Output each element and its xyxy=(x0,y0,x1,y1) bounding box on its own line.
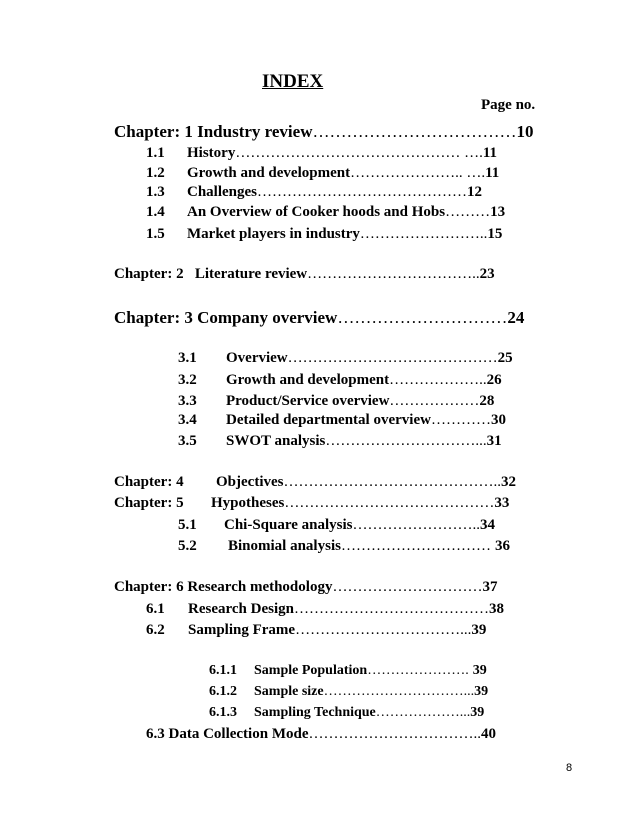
toc-page-number: 33 xyxy=(494,495,510,511)
toc-leader-dots: ………………... xyxy=(375,705,471,720)
toc-page-number: 24 xyxy=(507,308,525,327)
toc-label: Hypotheses xyxy=(211,495,285,511)
toc-label: Chi-Square analysis xyxy=(224,517,353,533)
toc-section-5-1 xyxy=(178,518,495,533)
toc-section-number: 6.1 xyxy=(146,601,165,617)
toc-leader-dots: ……………….. xyxy=(389,372,487,388)
toc-chapter-5 xyxy=(114,496,509,511)
toc-section-1-3 xyxy=(146,185,482,200)
toc-section-3-5 xyxy=(178,434,502,449)
toc-label: 6.3 Data Collection Mode xyxy=(146,726,309,742)
toc-label: Challenges xyxy=(187,184,258,200)
toc-page-number: 38 xyxy=(488,601,504,617)
toc-label: Market players in industry xyxy=(187,226,360,242)
toc-page-number: 25 xyxy=(497,350,513,366)
toc-label: Research Design xyxy=(188,601,294,617)
toc-page-number: 39 xyxy=(472,663,487,678)
toc-section-number: 6.2 xyxy=(146,622,165,638)
toc-leader-dots: …………………….. xyxy=(352,517,481,533)
toc-section-number: 1.5 xyxy=(146,226,165,242)
toc-leader-dots: ………………………… xyxy=(332,579,483,595)
toc-subsection-6-1-2 xyxy=(209,685,488,699)
toc-section-number: 3.3 xyxy=(178,393,197,409)
toc-chapter-label: Chapter: 4 xyxy=(114,474,184,490)
toc-label: An Overview of Cooker hoods and Hobs xyxy=(187,204,446,220)
page-footer-number: 8 xyxy=(566,762,573,774)
toc-leader-dots: ……………………………………… …. xyxy=(235,145,483,161)
toc-page-number: 32 xyxy=(500,474,516,490)
toc-label: Chapter: 3 Company overview xyxy=(114,308,338,327)
toc-section-number: 1.3 xyxy=(146,184,165,200)
toc-leader-dots: …………………………………… xyxy=(284,495,495,511)
toc-section-number: 3.1 xyxy=(178,350,197,366)
toc-chapter-1 xyxy=(114,123,533,140)
toc-page-number: 39 xyxy=(474,684,489,699)
toc-subsection-6-1-1 xyxy=(209,664,487,678)
toc-section-number: 6.1.2 xyxy=(209,684,237,699)
toc-page-number: 37 xyxy=(482,579,498,595)
toc-label: Sampling Frame xyxy=(188,622,296,638)
toc-section-3-1 xyxy=(178,351,513,366)
toc-label: SWOT analysis xyxy=(226,433,326,449)
toc-label: Sample size xyxy=(254,684,324,699)
toc-page-number: 34 xyxy=(480,517,496,533)
toc-label: Chapter: 1 Industry review xyxy=(114,122,313,141)
toc-label: Sample Population xyxy=(254,663,368,678)
toc-page-number: 11 xyxy=(482,145,498,161)
toc-page-number: 10 xyxy=(516,122,534,141)
toc-label: Binomial analysis xyxy=(228,538,341,554)
toc-section-3-2 xyxy=(178,373,502,388)
toc-section-6-2 xyxy=(146,623,486,638)
toc-section-6-1 xyxy=(146,602,504,617)
toc-label: Product/Service overview xyxy=(226,393,390,409)
toc-section-3-3 xyxy=(178,394,494,409)
toc-chapter-label: Chapter: 5 xyxy=(114,495,184,511)
toc-section-number: 3.4 xyxy=(178,412,197,428)
toc-section-6-3 xyxy=(146,727,496,742)
toc-label: Overview xyxy=(226,350,288,366)
page-no-header: Page no. xyxy=(481,97,536,113)
toc-section-number: 1.1 xyxy=(146,145,165,161)
toc-page-number: 12 xyxy=(467,184,483,200)
toc-leader-dots: ………………….. …. xyxy=(350,165,486,181)
toc-section-number: 6.1.1 xyxy=(209,663,237,678)
toc-leader-dots: …………………………….. xyxy=(307,266,480,282)
toc-subsection-6-1-3 xyxy=(209,706,484,720)
toc-chapter-2 xyxy=(114,267,495,282)
toc-leader-dots: ……………………………… xyxy=(312,122,517,141)
toc-leader-dots: …………………. xyxy=(367,663,469,678)
toc-leader-dots: …………………………... xyxy=(323,684,475,699)
toc-label: Objectives xyxy=(216,474,284,490)
toc-leader-dots: ……… xyxy=(445,204,491,220)
toc-leader-dots: …………………………... xyxy=(325,433,487,449)
toc-page-number: 28 xyxy=(479,393,495,409)
toc-section-1-5 xyxy=(146,227,502,242)
toc-page-number: 13 xyxy=(490,204,506,220)
toc-section-number: 6.1.3 xyxy=(209,705,237,720)
toc-leader-dots: …………………………………… xyxy=(257,184,468,200)
toc-leader-dots: ………………………… xyxy=(340,538,491,554)
toc-section-number: 5.1 xyxy=(178,517,197,533)
toc-leader-dots: ……………………………... xyxy=(295,622,472,638)
toc-section-number: 5.2 xyxy=(178,538,197,554)
toc-chapter-4 xyxy=(114,475,516,490)
toc-label: Detailed departmental overview xyxy=(226,412,431,428)
toc-section-number: 1.2 xyxy=(146,165,165,181)
toc-label: Chapter: 6 Research methodology xyxy=(114,579,333,595)
toc-section-5-2 xyxy=(178,539,510,554)
toc-page-number: 11 xyxy=(485,165,500,181)
toc-page-number: 39 xyxy=(471,622,487,638)
toc-leader-dots: ………………………… xyxy=(337,308,508,327)
toc-section-number: 3.2 xyxy=(178,372,197,388)
toc-page-number: 26 xyxy=(486,372,502,388)
toc-chapter-3 xyxy=(114,309,524,326)
toc-leader-dots: ……………… xyxy=(389,393,480,409)
toc-label: Sampling Technique xyxy=(254,705,376,720)
toc-page-number: 15 xyxy=(487,226,503,242)
toc-page-number: 36 xyxy=(494,538,510,554)
toc-page-number: 31 xyxy=(486,433,502,449)
toc-leader-dots: …………………….. xyxy=(359,226,488,242)
index-title: INDEX xyxy=(262,71,324,92)
toc-section-1-4 xyxy=(146,205,505,220)
toc-label: Growth and development xyxy=(226,372,390,388)
toc-label: Growth and development xyxy=(187,165,351,181)
toc-leader-dots: …………………………….. xyxy=(308,726,481,742)
toc-page-number: 23 xyxy=(479,266,495,282)
toc-page-number: 30 xyxy=(490,412,506,428)
toc-label: Chapter: 2 Literature review xyxy=(114,266,308,282)
toc-section-1-2 xyxy=(146,166,499,181)
toc-section-1-1 xyxy=(146,146,497,161)
toc-label: History xyxy=(187,145,236,161)
toc-page-number: 39 xyxy=(470,705,485,720)
toc-page-number: 40 xyxy=(480,726,496,742)
toc-leader-dots: …………………………………….. xyxy=(283,474,501,490)
toc-leader-dots: ………………………………… xyxy=(293,601,489,617)
toc-leader-dots: ………… xyxy=(430,412,491,428)
toc-chapter-6 xyxy=(114,580,497,595)
toc-section-number: 3.5 xyxy=(178,433,197,449)
toc-section-number: 1.4 xyxy=(146,204,165,220)
toc-section-3-4 xyxy=(178,413,506,428)
toc-leader-dots: …………………………………… xyxy=(287,350,498,366)
